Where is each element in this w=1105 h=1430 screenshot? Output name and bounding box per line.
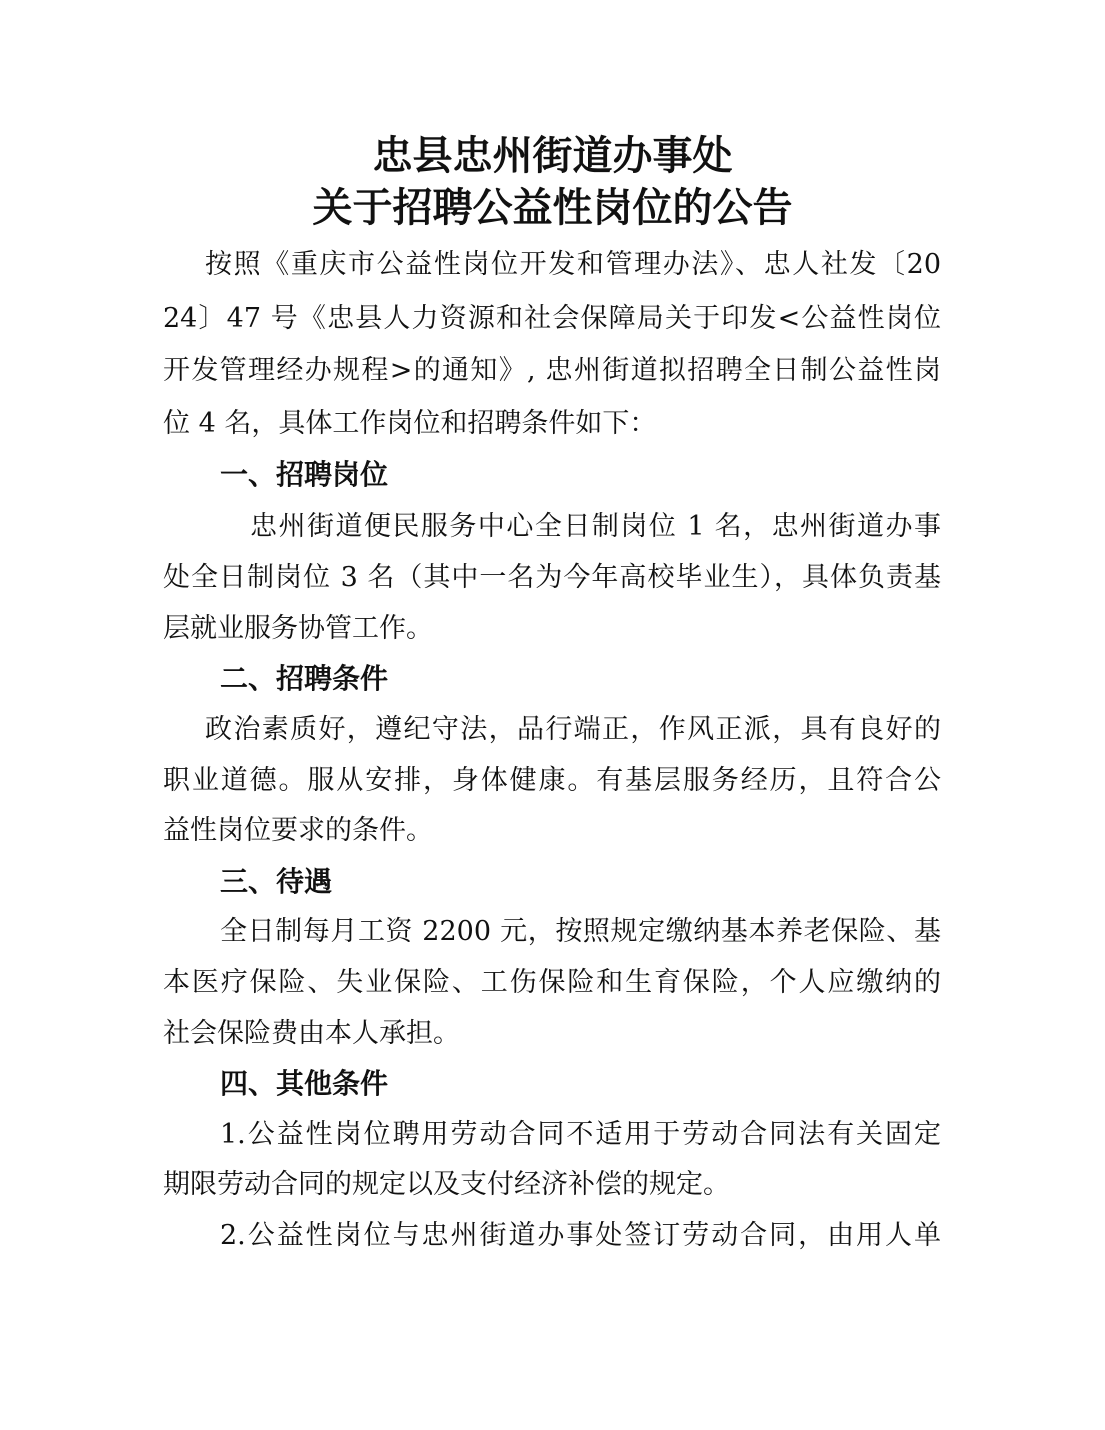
section-line: 1.公益性岗位聘用劳动合同不适用于劳动合同法有关固定 [220,1119,941,1150]
section-line: 职业道德。服从安排，身体健康。有基层服务经历，且符合公 [163,765,941,796]
section-line: 本医疗保险、失业保险、工伤保险和生育保险，个人应缴纳的 [163,967,941,998]
section-line: 期限劳动合同的规定以及支付经济补偿的规定。 [163,1169,730,1200]
section-line: 层就业服务协管工作。 [163,613,433,644]
intro-line: 位 4 名，具体工作岗位和招聘条件如下： [163,408,657,439]
section-line: 忠州街道便民服务中心全日制岗位 1 名，忠州街道办事 [250,511,941,542]
section-line: 社会保险费由本人承担。 [163,1018,460,1049]
section-heading: 四、其他条件 [220,1067,389,1100]
section-heading: 二、招聘条件 [220,662,389,695]
section-line: 益性岗位要求的条件。 [163,815,433,846]
document-title-line-2: 关于招聘公益性岗位的公告 [312,185,793,231]
section-line: 政治素质好，遵纪守法，品行端正，作风正派，具有良好的 [205,714,941,745]
section-line: 处全日制岗位 3 名（其中一名为今年高校毕业生），具体负责基 [163,562,941,593]
section-line: 全日制每月工资 2200 元，按照规定缴纳基本养老保险、基 [220,916,941,947]
intro-line: 按照《重庆市公益性岗位开发和管理办法》、忠人社发〔20 [205,249,941,280]
section-line: 2.公益性岗位与忠州街道办事处签订劳动合同，由用人单 [220,1220,941,1251]
intro-line: 24〕47 号《忠县人力资源和社会保障局关于印发<公益性岗位 [163,303,941,334]
section-heading: 一、招聘岗位 [220,458,389,491]
section-heading: 三、待遇 [220,865,333,898]
document-title-line-1: 忠县忠州街道办事处 [372,133,733,179]
intro-line: 开发管理经办规程>的通知》, 忠州街道拟招聘全日制公益性岗 [163,355,941,386]
